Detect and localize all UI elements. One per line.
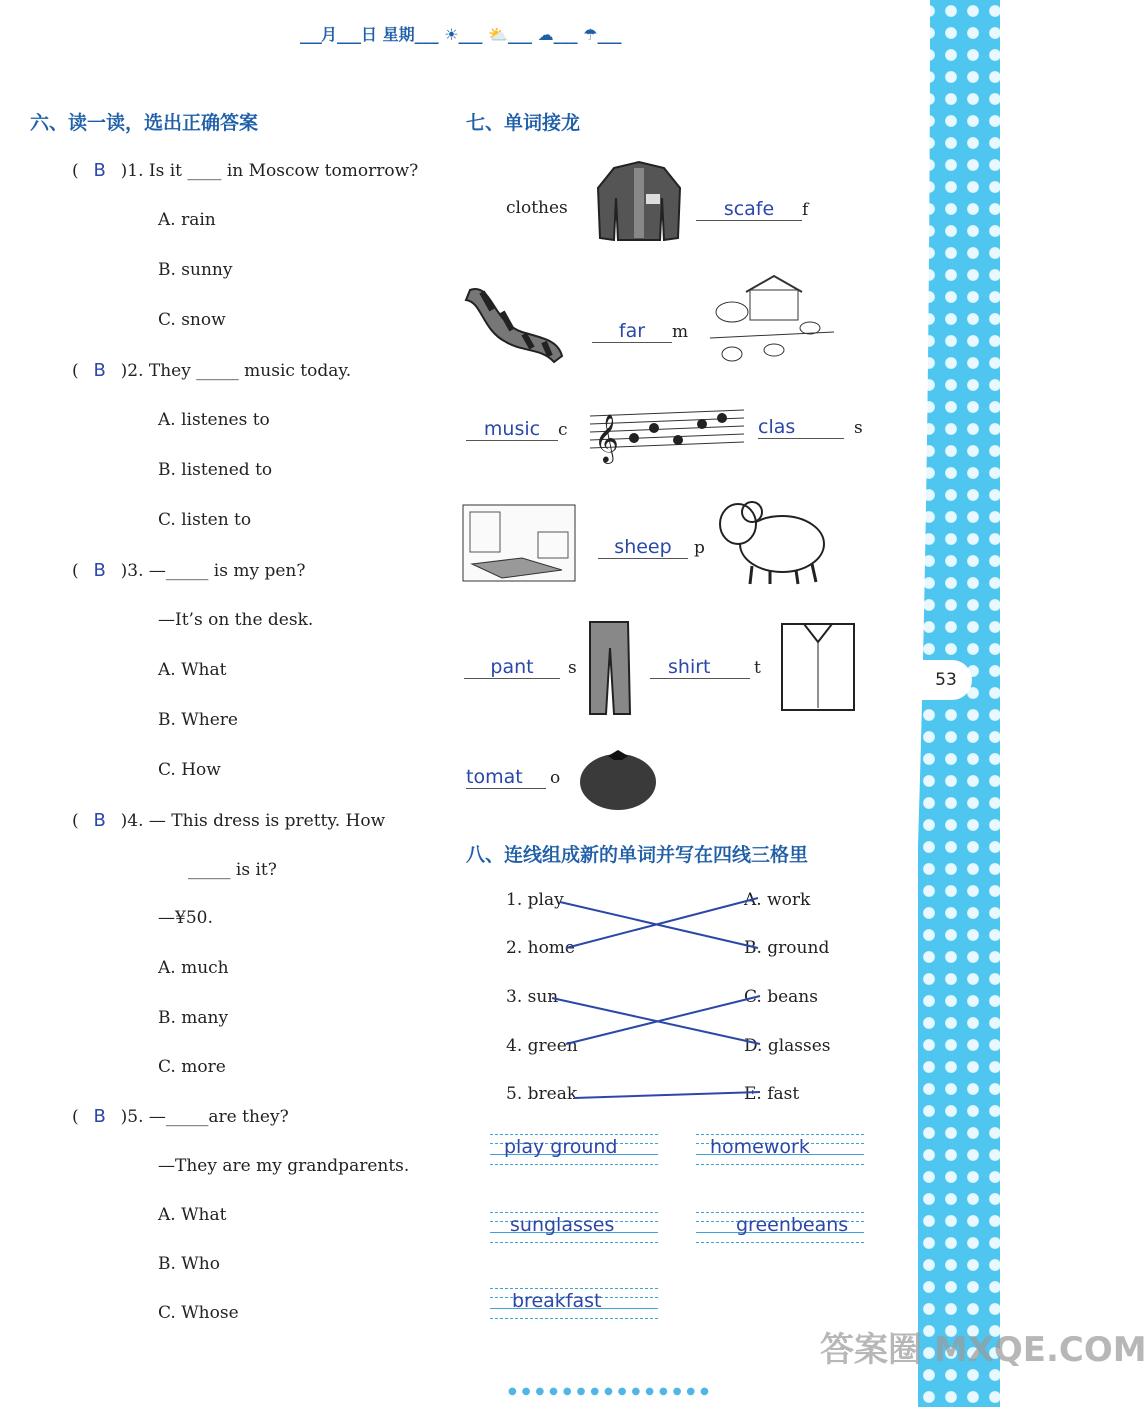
chain-word-1	[696, 198, 808, 221]
stem-text: )4. — This dress is pretty. How	[120, 811, 386, 831]
answer-letter: B	[93, 160, 106, 181]
sheep-picture	[712, 494, 828, 586]
chain-word-6	[464, 656, 577, 679]
bracket-open: (	[72, 561, 79, 581]
answer-grid-3	[490, 1212, 658, 1242]
chain-written: music	[466, 418, 558, 441]
right-word-4: D. glasses	[744, 1036, 831, 1056]
answer-letter: B	[93, 560, 106, 581]
section6-title: 六、读一读，选出正确答案	[30, 112, 259, 134]
chain-written: scafe	[696, 198, 802, 221]
bracket-open: (	[72, 1107, 79, 1127]
match-line	[566, 898, 758, 948]
chain-written: tomat	[466, 766, 546, 789]
left-word-4: 4. green	[506, 1036, 578, 1056]
option-c: C. Whose	[158, 1303, 239, 1323]
option-c: C. How	[158, 760, 221, 780]
chain-letter: p	[694, 538, 705, 558]
answer-grid-4	[696, 1212, 864, 1242]
weekday-label: 星期	[382, 25, 415, 44]
start-word: clothes	[506, 198, 568, 218]
match-line	[574, 1092, 760, 1098]
question-line: _____ is it?	[188, 860, 277, 880]
question-line: —¥50.	[158, 908, 213, 928]
option-b: B. many	[158, 1008, 229, 1028]
stem-text: )1. Is it ____ in Moscow tomorrow?	[120, 161, 419, 181]
left-word-1: 1. play	[506, 890, 564, 910]
page-number: 53	[920, 660, 972, 700]
question-stem	[72, 810, 385, 831]
scarf-picture	[462, 282, 566, 364]
option-b: B. Who	[158, 1254, 220, 1274]
left-word-5: 5. break	[506, 1084, 578, 1104]
chain-letter: c	[558, 420, 568, 440]
chain-letter: s	[568, 658, 577, 678]
question-stem	[72, 360, 351, 381]
bracket-open: (	[72, 811, 79, 831]
chain-letter: s	[854, 418, 863, 438]
question-stem	[72, 560, 306, 581]
chain-written: sheep	[598, 536, 688, 559]
question-line: —They are my grandparents.	[158, 1156, 410, 1176]
jacket-picture	[594, 158, 684, 246]
answer-letter: B	[93, 360, 106, 381]
sunny-cloud-icon: ⛅	[488, 25, 509, 44]
chain-word-4	[758, 416, 863, 439]
date-header: ___月___日 星期___ ☀___ ⛅___ ☁___ ☂___	[300, 25, 622, 44]
right-word-3: C. beans	[744, 987, 818, 1007]
section7-title: 七、单词接龙	[466, 112, 581, 134]
answer-grid-1	[490, 1134, 658, 1164]
match-line	[552, 998, 760, 1044]
day-label: 日	[361, 25, 378, 44]
bottom-dots: ●●●●●●●●●●●●●●●	[508, 1386, 714, 1397]
question-stem	[72, 1106, 289, 1127]
watermark: 答案圈 MXQE.COM	[820, 1330, 1147, 1370]
decorative-side-band	[918, 0, 1000, 1407]
stem-text: )3. —_____ is my pen?	[120, 561, 306, 581]
answer-letter: B	[93, 1106, 106, 1127]
match-line	[566, 996, 760, 1044]
option-a: A. What	[158, 1205, 227, 1225]
chain-written: shirt	[650, 656, 750, 679]
chain-written: pant	[464, 656, 560, 679]
option-c: C. more	[158, 1057, 226, 1077]
option-a: A. much	[158, 958, 229, 978]
tomato-picture	[578, 748, 658, 812]
chain-word-5	[598, 536, 705, 559]
section8-title: 八、连线组成新的单词并写在四线三格里	[466, 844, 809, 866]
option-b: B. listened to	[158, 460, 273, 480]
option-b: B. sunny	[158, 260, 233, 280]
chain-letter: m	[672, 322, 689, 342]
stem-text: )2. They _____ music today.	[120, 361, 352, 381]
answer-word: homework	[710, 1136, 810, 1158]
option-a: A. listenes to	[158, 410, 270, 430]
answer-word: greenbeans	[736, 1214, 849, 1236]
sunny-icon: ☀	[444, 25, 459, 44]
answer-letter: B	[93, 810, 106, 831]
answer-grid-5	[490, 1288, 658, 1318]
answer-word: breakfast	[512, 1290, 602, 1312]
rain-icon: ☂	[583, 25, 598, 44]
option-c: C. listen to	[158, 510, 252, 530]
option-a: A. rain	[158, 210, 216, 230]
chain-written: clas	[758, 416, 844, 439]
bracket-open: (	[72, 361, 79, 381]
farm-picture	[710, 272, 834, 368]
svg-text:𝄞: 𝄞	[594, 413, 619, 462]
chain-word-2	[592, 320, 688, 343]
classroom-picture	[462, 504, 576, 582]
music-notes-picture	[590, 402, 744, 460]
shirt-picture	[780, 622, 856, 712]
right-word-2: B. ground	[744, 938, 830, 958]
chain-letter: o	[550, 768, 561, 788]
pants-picture	[586, 618, 632, 718]
month-label: 月	[321, 25, 338, 44]
right-word-1: A. work	[744, 890, 811, 910]
answer-word: play ground	[504, 1136, 618, 1158]
left-word-2: 2. home	[506, 938, 575, 958]
chain-letter: t	[754, 658, 761, 678]
option-b: B. Where	[158, 710, 238, 730]
chain-word-3	[466, 418, 568, 441]
question-stem	[72, 160, 418, 181]
chain-word-8	[466, 766, 560, 789]
option-a: A. What	[158, 660, 227, 680]
left-word-3: 3. sun	[506, 987, 559, 1007]
chain-word-7	[650, 656, 761, 679]
cloudy-icon: ☁	[537, 25, 554, 44]
right-word-5: E. fast	[744, 1084, 800, 1104]
chain-written: far	[592, 320, 672, 343]
match-line	[560, 902, 758, 948]
chain-letter: f	[802, 200, 809, 220]
stem-text: )5. —_____are they?	[120, 1107, 289, 1127]
answer-grid-2	[696, 1134, 864, 1164]
answer-word: sunglasses	[510, 1214, 615, 1236]
bracket-open: (	[72, 161, 79, 181]
option-c: C. snow	[158, 310, 226, 330]
question-line: —It’s on the desk.	[158, 610, 314, 630]
